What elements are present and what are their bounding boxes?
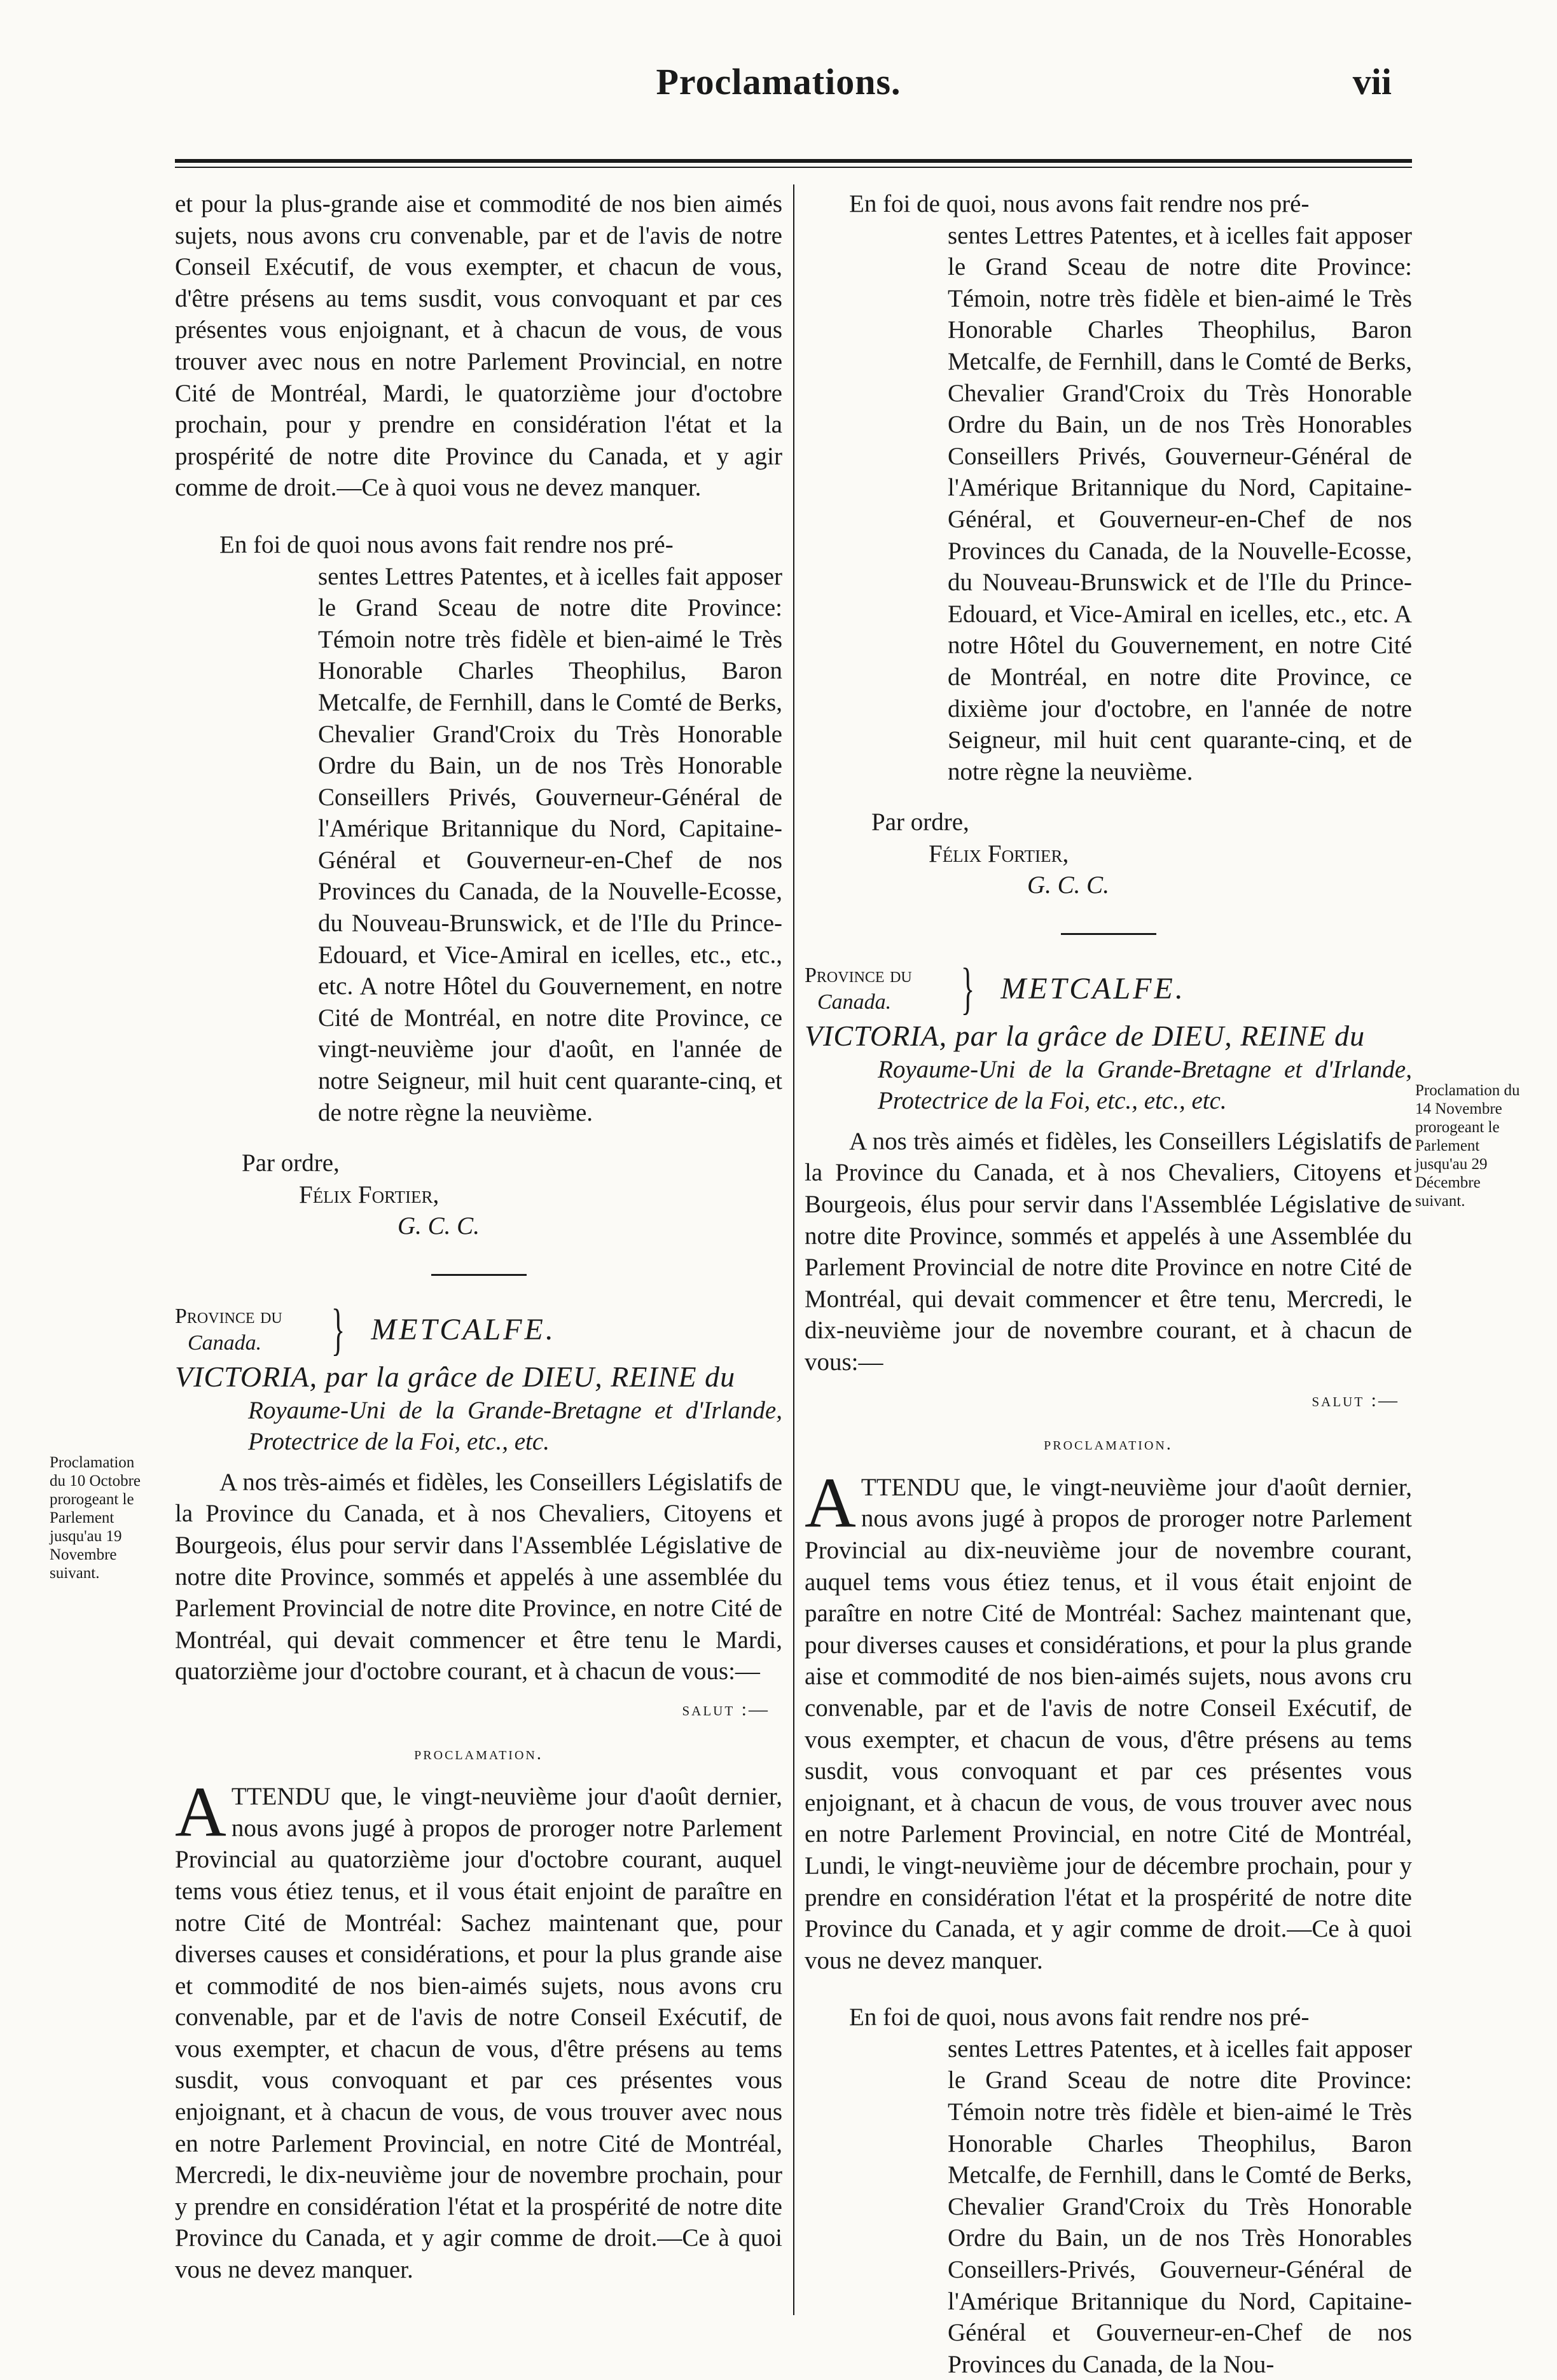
en-foi-body-2: sentes Lettres Patentes, et à icelles fait apposer le Grand Sceau de notre dite Province: Témoin notre très fidèle et bien-aimé le Très Honorable Charles Theophilus, Baron Metcalfe, de Fernhill, dans le Comté de Berks, Chevalier Grand'Croix du Très Honorable Ordre du Bain, un de nos Très Honorables Conseillers-Privés, Gouverneur-Général de l'Amérique Britannique du Nord, Capitaine-Général et Gouverneur-en-Chef de nos Provinces du Canada, de la Nou-: [948, 2035, 1412, 2378]
par-ordre: Par ordre,: [871, 808, 969, 836]
signer-title: G. C. C.: [1027, 871, 1109, 899]
margin-note-left: Proclamation du 10 Octobre prorogeant le Parlement jusqu'au 19 Novembre suivant.: [50, 1454, 141, 1582]
en-foi-lead: En foi de quoi nous avons fait rendre nos pré-: [219, 530, 674, 558]
governor-name: METCALFE.: [371, 1313, 556, 1347]
en-foi-body: sentes Lettres Patentes, et à icelles fait apposer le Grand Sceau de notre dite Province: Témoin notre très fidèle et bien-aimé le Très Honorable Charles Theophilus, Baron Metcalfe, de Fernhill, dans le Comté de Berks, Chevalier Grand'Croix du Très Honorable Ordre du Bain, un de nos Très Honorable Conseillers Privés, Gouverneur-Général de l'Amérique Britannique du Nord, Capitaine-Général et Gouverneur-en-Chef de nos Provinces du Canada, de la Nouvelle-Ecosse, du Nouveau-Brunswick, et de l'Ile du Prince-Edouard, et Vice-Amiral en icelles, etc., etc., etc. A notre Hôtel du Gouvernement, en notre Cité de Montréal, en notre dite Province, ce vingt-neuvième jour d'août, en l'année de notre Seigneur, mil huit cent quarante-cinq, et de notre règne la neuvième.: [318, 562, 782, 1126]
victoria-lead: VICTORIA, par la grâce de DIEU, REINE du: [805, 1020, 1366, 1053]
proclamation-body: ATTENDU que, le vingt-neuvième jour d'août dernier, nous avons jugé à propos de proroger notre Parlement Provincial au dix-neuvième jour de novembre courant, auquel tems vous étiez tenus, et il vous était enjoint de paraître en notre Cité de Montréal: Sachez maintenant que, pour diverses causes et considérations, et pour la plus grande aise et commodité de nos bien-aimés sujets, nous avons cru convenable, par et de l'avis de notre Conseil Exécutif, de vous exempter, et chacun de vous, d'être présens au tems susdit, vous convoquant et par ces présentes vous enjoignant, et à chacun de vous, de vous trouver avec nous en notre Parlement Provincial, en notre Cité de Montréal, Lundi, le vingt-neuvième jour de décembre prochain, pour y prendre en considération l'état et la prospérité de notre dite Province du Canada, et y agir comme de droit.—Ce à quoi vous ne devez manquer.: [805, 1463, 1412, 1974]
header-rule-thin: [175, 167, 1412, 168]
page-number: vii: [1352, 61, 1392, 102]
page-title: Proclamations.: [656, 61, 901, 102]
left-column: [175, 188, 782, 2313]
salut-line: salut :—: [1311, 1389, 1399, 1411]
brace-icon: }: [960, 957, 975, 1021]
drop-cap: A: [805, 1463, 856, 1542]
section-divider: [431, 1274, 527, 1276]
section-divider: [1061, 933, 1156, 935]
address-paragraph: A nos très aimés et fidèles, les Conseillers Législatifs de la Province du Canada, et à nos Chevaliers, Citoyens et Bourgeois, élus pour servir dans l'Assemblée Législative de notre dite Province, sommés et appelés à une Assemblée du Parlement Provincial de notre dite Province en notre Cité de Montréal, qui devait commencer et être tenu, Mercredi, le dix-neuvième jour de novembre courant, et à chacun de vous:—: [805, 1127, 1412, 1376]
proclamation-heading: proclamation.: [414, 1743, 543, 1764]
par-ordre: Par ordre,: [242, 1149, 340, 1177]
right-column: [805, 188, 1412, 2378]
province-heading: [805, 957, 1412, 1021]
victoria-titles: Royaume-Uni de la Grande-Bretagne et d'Irlande, Protectrice de la Foi, etc., etc.: [248, 1396, 782, 1456]
province-heading: [175, 1298, 782, 1361]
brace-icon: }: [331, 1298, 345, 1361]
column-divider: [793, 184, 794, 2315]
province-name: Canada.: [188, 1331, 262, 1355]
en-foi-lead-2: En foi de quoi, nous avons fait rendre nos pré-: [849, 2003, 1310, 2031]
victoria-titles: Royaume-Uni de la Grande-Bretagne et d'Irlande, Protectrice de la Foi, etc., etc., etc.: [878, 1055, 1412, 1115]
margin-note-right: Proclamation du 14 Novembre prorogeant le Parlement jusqu'au 29 Décembre suivant.: [1415, 1082, 1520, 1210]
signer-name: Félix Fortier,: [929, 840, 1069, 868]
continuation-paragraph: et pour la plus-grande aise et commodité de nos bien aimés sujets, nous avons cru convenable, par et de l'avis de notre Conseil Exécutif, de vous exempter, et chacun de vous, d'être présens au tems susdit, vous convoquant et par ces présentes vous enjoignant, et à chacun de vous, de vous trouver avec nous en notre Parlement Provincial, en notre Cité de Montréal, Mardi, le quatorzième jour d'octobre prochain, pour y prendre en considération l'état et la prospérité de notre dite Province du Canada, et y agir comme de droit.—Ce à quoi vous ne devez manquer.: [175, 190, 782, 502]
proclamation-heading: proclamation.: [1044, 1434, 1173, 1455]
address-paragraph: A nos très-aimés et fidèles, les Conseillers Législatifs de la Province du Canada, et à nos Chevaliers, Citoyens et Bourgeois, élus pour servir dans l'Assemblée Législative de notre dite Province, sommés et appelés à une assemblée du Parlement Provincial de notre dite Province, en notre Cité de Montréal, qui devait commencer et être tenu le Mardi, quatorzième jour d'octobre courant, et à chacun de vous:—: [175, 1468, 782, 1685]
governor-name: METCALFE.: [1000, 972, 1186, 1006]
en-foi-body: sentes Lettres Patentes, et à icelles fait apposer le Grand Sceau de notre dite Province: Témoin, notre très fidèle et bien-aimé le Très Honorable Charles Theophilus, Baron Metcalfe, de Fernhill, dans le Comté de Berks, Chevalier Grand'Croix du Très Honorable Ordre du Bain, un de nos Très Honorables Conseillers Privés, Gouverneur-Général de l'Amérique Britannique du Nord, Capitaine-Général, et Gouverneur-en-Chef de nos Provinces du Canada, de la Nouvelle-Ecosse, du Nouveau-Brunswick et de l'Ile du Prince-Edouard, et Vice-Amiral en icelles, etc., etc. A notre Hôtel du Gouvernement, en notre Cité de Montréal, en notre dite Province, ce dixième jour d'octobre, en l'année de notre Seigneur, mil huit cent quarante-cinq, et de notre règne la neuvième.: [948, 221, 1412, 785]
victoria-lead: VICTORIA, par la grâce de DIEU, REINE du: [175, 1360, 736, 1393]
signer-title: G. C. C.: [398, 1212, 480, 1240]
salut-line: salut :—: [682, 1698, 770, 1720]
drop-cap: A: [175, 1773, 226, 1852]
province-label: Province du: [805, 964, 912, 988]
proclamation-body: ATTENDU que, le vingt-neuvième jour d'août dernier, nous avons jugé à propos de proroger notre Parlement Provincial au quatorzième jour d'octobre courant, auquel tems vous étiez tenus, et il vous était enjoint de paraître en notre Cité de Montréal: Sachez maintenant que, pour diverses causes et considérations, et pour la plus grande aise et commodité de nos bien-aimés sujets, nous avons cru convenable, par et de l'avis de notre Conseil Exécutif, de vous exempter, et chacun de vous, d'être présens au tems susdit, vous convoquant et par ces présentes vous enjoignant, et à chacun de vous, de vous trouver avec nous en notre Parlement Provincial, en notre Cité de Montréal, Mercredi, le dix-neuvième jour de novembre prochain, pour y prendre en considération l'état et la prospérité de notre dite Province du Canada, et y agir comme de droit.—Ce à quoi vous ne devez manquer.: [175, 1773, 782, 2284]
header-rule-thick: [175, 159, 1412, 163]
province-name: Canada.: [817, 990, 892, 1014]
en-foi-lead: En foi de quoi, nous avons fait rendre nos pré-: [849, 190, 1310, 218]
province-label: Province du: [175, 1304, 282, 1328]
signer-name: Félix Fortier,: [299, 1180, 439, 1208]
